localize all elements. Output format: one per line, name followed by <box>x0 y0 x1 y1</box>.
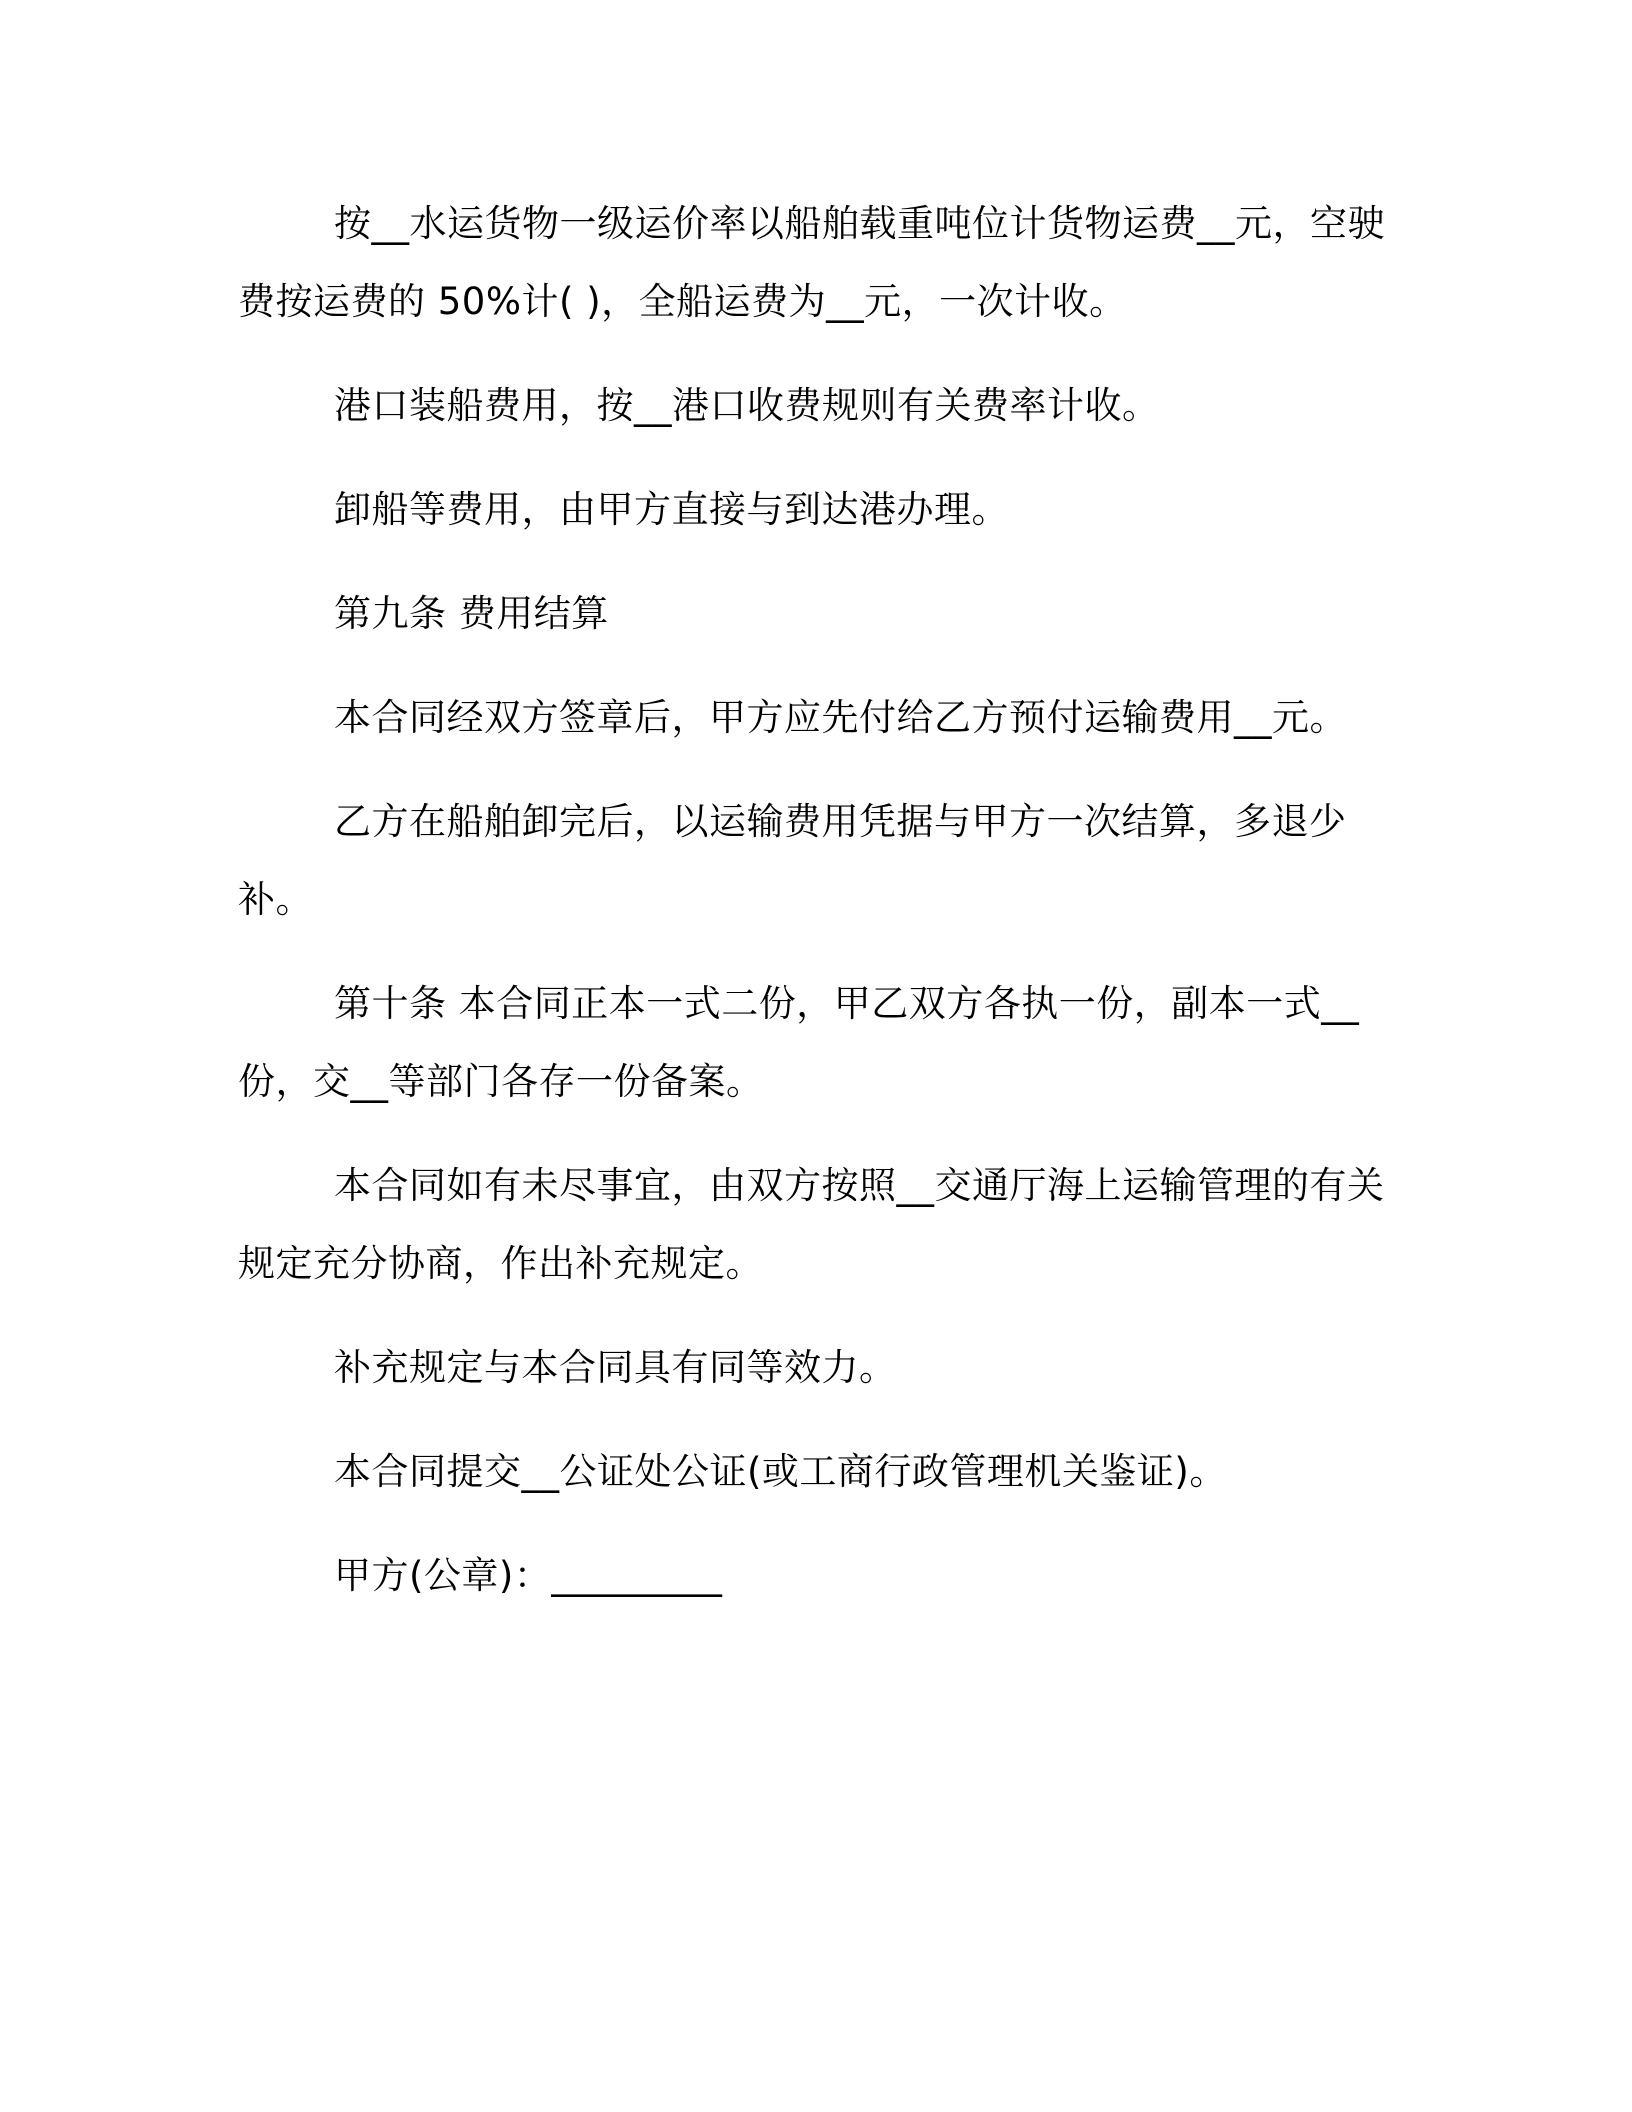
section-heading-article-9: 第九条 费用结算 <box>334 592 609 635</box>
paragraph-freight-rate: 按__水运货物一级运价率以船舶载重吨位计货物运费__元，空驶费按运费的 50%计( )，全船运费为__元，一次计收。 <box>238 202 1385 323</box>
paragraph-supplementary-effect: 补充规定与本合同具有同等效力。 <box>334 1346 897 1389</box>
paragraph-settlement: 乙方在船舶卸完后，以运输费用凭据与甲方一次结算，多退少补。 <box>238 800 1347 921</box>
paragraph-article-10-copies: 第十条 本合同正本一式二份，甲乙双方各执一份，副本一式__份，交__等部门各存一份备案。 <box>238 982 1360 1103</box>
paragraph-port-loading-fee: 港口装船费用，按__港口收费规则有关费率计收。 <box>334 384 1160 427</box>
document-body <box>238 185 1398 1641</box>
signature-line-party-a: 甲方(公章)：_________ <box>334 1554 723 1597</box>
paragraph-unloading-fee: 卸船等费用，由甲方直接与到达港办理。 <box>334 488 1009 531</box>
paragraph-prepayment: 本合同经双方签章后，甲方应先付给乙方预付运输费用__元。 <box>334 696 1347 739</box>
paragraph-unresolved-matters: 本合同如有未尽事宜，由双方按照__交通厅海上运输管理的有关规定充分协商，作出补充规定。 <box>238 1164 1385 1285</box>
paragraph-notarization: 本合同提交__公证处公证(或工商行政管理机关鉴证)。 <box>334 1450 1227 1493</box>
